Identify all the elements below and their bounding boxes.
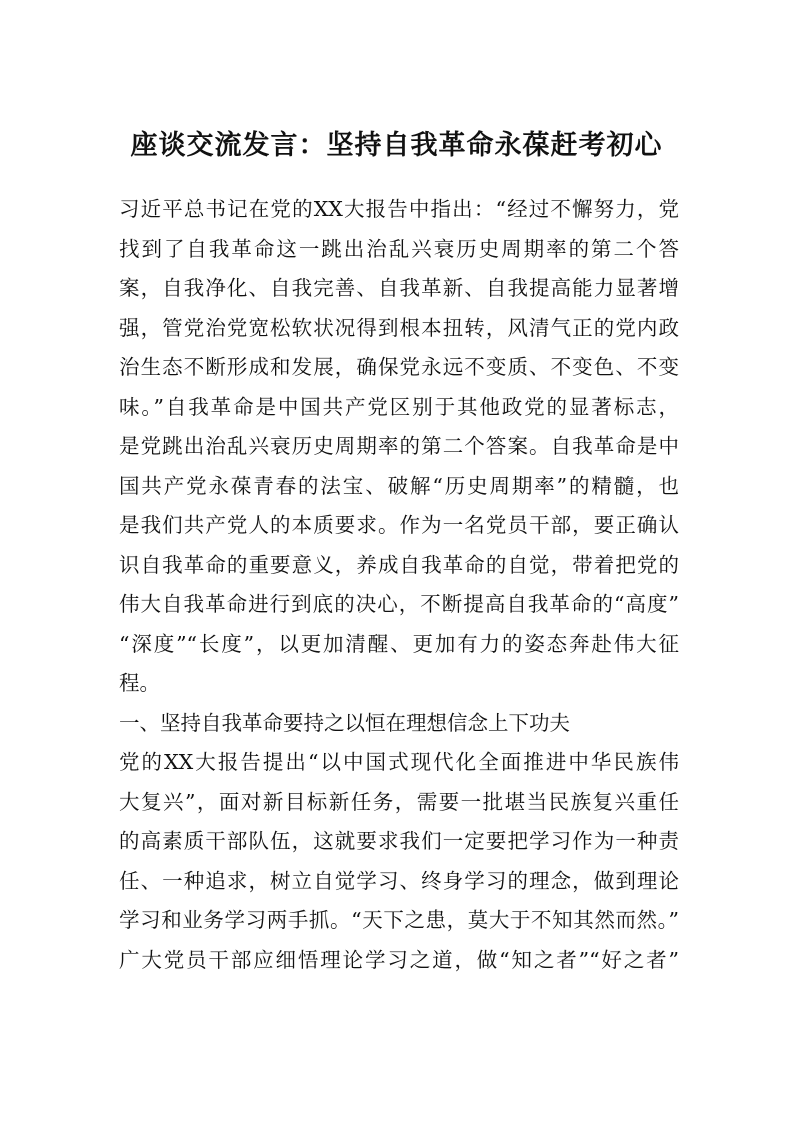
document-body	[119, 190, 679, 980]
paragraph-line: 找到了自我革命这一跳出治乱兴衰历史周期率的第二个答	[119, 236, 679, 261]
paragraph-line: 程。	[119, 671, 160, 695]
section-heading: 一、坚持自我革命要持之以恒在理想信念上下功夫	[119, 710, 570, 735]
paragraph-line: 治生态不断形成和发展，确保党永远不变质、不变色、不变	[119, 355, 679, 379]
paragraph-line: 的高素质干部队伍，这就要求我们一定要把学习作为一种责	[119, 829, 679, 853]
paragraph-line: 是党跳出治乱兴衰历史周期率的第二个答案。自我革命是中	[119, 434, 679, 458]
paragraph-line: 学习和业务学习两手抓。“天下之患，莫大于不知其然而然。”	[119, 908, 679, 932]
paragraph-line: 是我们共产党人的本质要求。作为一名党员干部，要正确认	[119, 513, 679, 537]
paragraph-line: 国共产党永葆青春的法宝、破解“历史周期率”的精髓，也	[119, 473, 679, 498]
paragraph-line: 强，管党治党宽松软状况得到根本扭转，风清气正的党内政	[119, 315, 679, 340]
paragraph-line: 习近平总书记在党的XX大报告中指出：“经过不懈努力，党	[119, 197, 679, 221]
paragraph-line: 案，自我净化、自我完善、自我革新、自我提高能力显著增	[119, 276, 679, 300]
paragraph-line: 任、一种追求，树立自觉学习、终身学习的理念，做到理论	[119, 868, 679, 893]
paragraph-line: 伟大自我革命进行到底的决心，不断提高自我革命的“高度”	[119, 592, 679, 616]
paragraph-line: 大复兴”，面对新目标新任务，需要一批堪当民族复兴重任	[119, 789, 679, 814]
paragraph-line: “深度”“长度”，以更加清醒、更加有力的姿态奔赴伟大征	[119, 631, 679, 656]
paragraph-line: 党的XX大报告提出“以中国式现代化全面推进中华民族伟	[119, 750, 679, 774]
paragraph-line: 识自我革命的重要意义，养成自我革命的自觉，带着把党的	[119, 552, 679, 577]
paragraph-line: 广大党员干部应细悟理论学习之道，做“知之者”“好之者”	[119, 947, 679, 972]
document-title: 座谈交流发言：坚持自我革命永葆赶考初心	[130, 130, 663, 161]
paragraph-line: 味。”自我革命是中国共产党区别于其他政党的显著标志，	[119, 394, 679, 419]
